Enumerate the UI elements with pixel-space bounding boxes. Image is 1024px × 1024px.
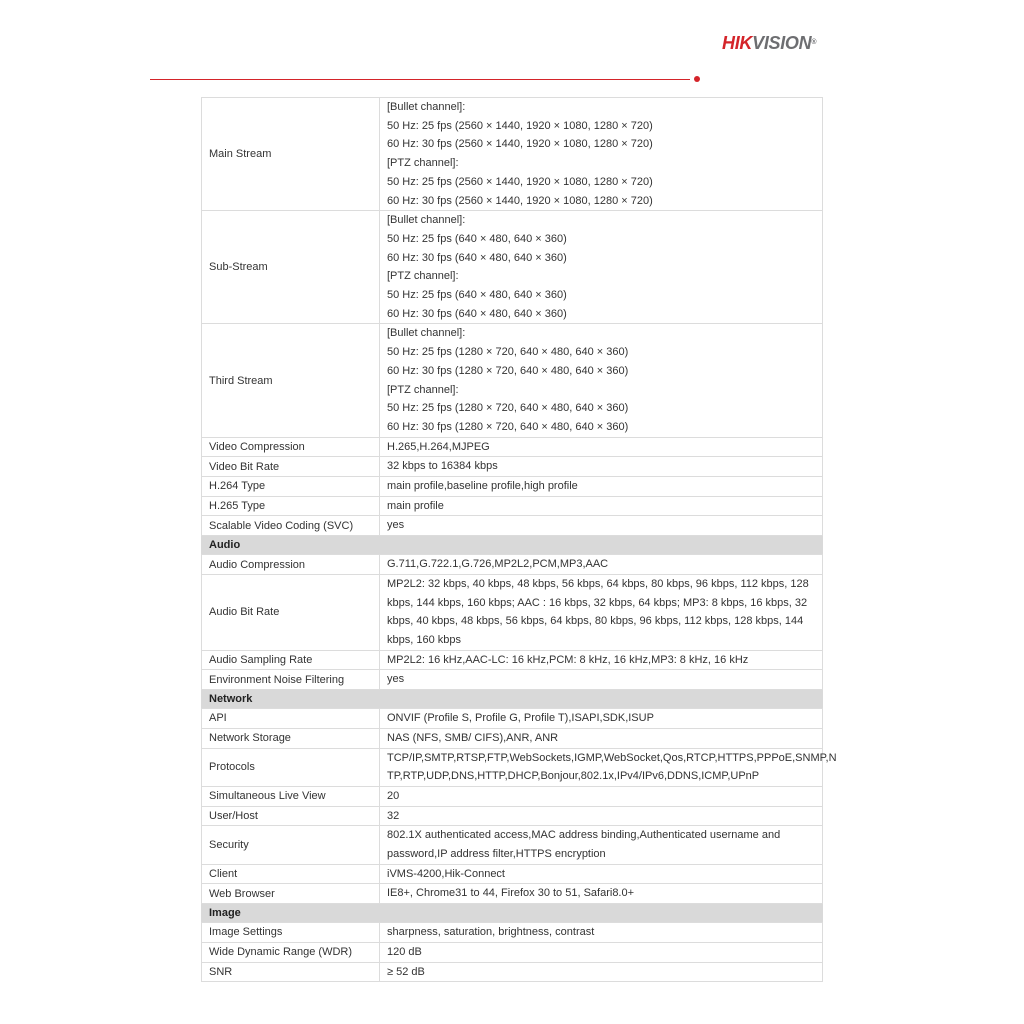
spec-value: 32 kbps to 16384 kbps [380,457,823,477]
section-header-image [202,904,823,923]
spec-row-svc [202,516,823,536]
spec-value [380,748,837,786]
spec-label: Web Browser [202,884,380,904]
spec-row-video-bit-rate [202,457,823,477]
header-rule-dot [694,76,700,82]
section-header-network [202,690,823,709]
spec-label: Video Compression [202,437,380,457]
spec-value: NAS (NFS, SMB/ CIFS),ANR, ANR [380,728,823,748]
spec-label: Audio Bit Rate [202,574,380,650]
spec-label: Environment Noise Filtering [202,670,380,690]
logo-vision: VISION [752,33,812,53]
spec-value-line: 60 Hz: 30 fps (640 × 480, 640 × 360) [387,251,567,264]
spec-value: yes [380,670,823,690]
spec-label: Network Storage [202,728,380,748]
spec-row-security [202,826,823,864]
spec-value [380,826,823,864]
spec-value-line: 60 Hz: 30 fps (2560 × 1440, 1920 × 1080, 1280 × 720) [387,138,653,151]
spec-value-line: 50 Hz: 25 fps (640 × 480, 640 × 360) [387,232,567,245]
spec-row-snr [202,962,823,982]
spec-row-wdr [202,942,823,962]
spec-label: Wide Dynamic Range (WDR) [202,942,380,962]
spec-value-line: [PTZ channel]: [387,157,459,170]
spec-row-video-compression [202,437,823,457]
spec-value-line: kbps, 40 kbps, 48 kbps, 56 kbps, 64 kbps, 80 kbps, 96 kbps, 112 kbps, 128 kbps, 144 [387,615,804,628]
spec-row-audio-compression [202,555,823,575]
spec-value: 32 [380,806,823,826]
spec-label: Client [202,864,380,884]
spec-row-user-host [202,806,823,826]
spec-row-h265-type [202,496,823,516]
spec-value-line: 50 Hz: 25 fps (2560 × 1440, 1920 × 1080, 1280 × 720) [387,119,653,132]
spec-row-network-storage [202,728,823,748]
spec-row-client [202,864,823,884]
spec-value: yes [380,516,823,536]
spec-row-api [202,709,823,729]
spec-value-line: [PTZ channel]: [387,270,459,283]
spec-row-audio-sampling-rate [202,650,823,670]
spec-value [380,324,823,437]
spec-label: API [202,709,380,729]
spec-label: Security [202,826,380,864]
spec-value-line: kbps, 144 kbps, 160 kbps; AAC : 16 kbps, 32 kbps, 64 kbps; MP3: 8 kbps, 16 kbps, 32 [387,596,808,609]
spec-value-line: 50 Hz: 25 fps (640 × 480, 640 × 360) [387,289,567,302]
spec-value-line: password,IP address filter,HTTPS encryption [387,848,606,861]
spec-value-line: [PTZ channel]: [387,383,459,396]
spec-value-line: TP,RTP,UDP,DNS,HTTP,DHCP,Bonjour,802.1x,IPv4/IPv6,DDNS,ICMP,UPnP [387,770,760,783]
spec-row-protocols [202,748,823,786]
logo-registered-mark: ® [811,39,817,46]
spec-label: H.265 Type [202,496,380,516]
spec-value-line: 50 Hz: 25 fps (1280 × 720, 640 × 480, 640 × 360) [387,346,629,359]
hikvision-logo [722,33,816,53]
spec-row-web-browser [202,884,823,904]
spec-value-line: 50 Hz: 25 fps (2560 × 1440, 1920 × 1080, 1280 × 720) [387,175,653,188]
spec-value: main profile [380,496,823,516]
spec-label: Simultaneous Live View [202,786,380,806]
spec-value: sharpness, saturation, brightness, contrast [380,923,823,943]
spec-label: Main Stream [202,98,380,211]
spec-value-line: kbps, 160 kbps [387,633,461,646]
spec-row-image-settings [202,923,823,943]
spec-value: IE8+, Chrome31 to 44, Firefox 30 to 51, Safari8.0+ [380,884,823,904]
section-title: Audio [202,536,823,555]
spec-value-line: 60 Hz: 30 fps (1280 × 720, 640 × 480, 640 × 360) [387,364,629,377]
spec-value [380,211,823,324]
spec-value-line: MP2L2: 32 kbps, 40 kbps, 48 kbps, 56 kbps, 64 kbps, 80 kbps, 96 kbps, 112 kbps, 128 [387,577,809,590]
spec-value: iVMS-4200,Hik-Connect [380,864,823,884]
spec-value [380,574,823,650]
spec-value-line: 802.1X authenticated access,MAC address binding,Authenticated username and [387,829,781,842]
spec-row-main-stream [202,98,823,211]
spec-value: ≥ 52 dB [380,962,823,982]
spec-row-noise-filtering [202,670,823,690]
spec-value-line: [Bullet channel]: [387,214,466,227]
spec-value: 120 dB [380,942,823,962]
spec-label: User/Host [202,806,380,826]
spec-label: H.264 Type [202,477,380,497]
spec-label: Third Stream [202,324,380,437]
spec-label: Video Bit Rate [202,457,380,477]
spec-value: MP2L2: 16 kHz,AAC-LC: 16 kHz,PCM: 8 kHz, 16 kHz,MP3: 8 kHz, 16 kHz [380,650,823,670]
section-header-audio [202,536,823,555]
spec-label: Audio Compression [202,555,380,575]
spec-value-line: [Bullet channel]: [387,101,466,113]
spec-value-line: 60 Hz: 30 fps (1280 × 720, 640 × 480, 640 × 360) [387,420,629,433]
spec-value: G.711,G.722.1,G.726,MP2L2,PCM,MP3,AAC [380,555,823,575]
spec-row-audio-bit-rate [202,574,823,650]
spec-table [201,97,837,982]
spec-label: Scalable Video Coding (SVC) [202,516,380,536]
spec-value-line: 50 Hz: 25 fps (1280 × 720, 640 × 480, 640 × 360) [387,402,629,415]
section-title: Network [202,690,823,709]
spec-value-line: TCP/IP,SMTP,RTSP,FTP,WebSockets,IGMP,WebSocket,Qos,RTCP,HTTPS,PPPoE,SNMP,N [387,751,837,764]
header-rule [150,79,690,80]
spec-value-line: 60 Hz: 30 fps (2560 × 1440, 1920 × 1080, 1280 × 720) [387,194,653,207]
spec-row-h264-type [202,477,823,497]
spec-value: 20 [380,786,823,806]
spec-value-line: 60 Hz: 30 fps (640 × 480, 640 × 360) [387,307,567,320]
spec-row-third-stream [202,324,823,437]
spec-value: H.265,H.264,MJPEG [380,437,823,457]
spec-label: Sub-Stream [202,211,380,324]
spec-value: main profile,baseline profile,high profile [380,477,823,497]
spec-row-live-view [202,786,823,806]
spec-label: Image Settings [202,923,380,943]
spec-value: ONVIF (Profile S, Profile G, Profile T),ISAPI,SDK,ISUP [380,709,823,729]
spec-label: SNR [202,962,380,982]
section-title: Image [202,904,823,923]
spec-label: Audio Sampling Rate [202,650,380,670]
spec-row-sub-stream [202,211,823,324]
spec-label: Protocols [202,748,380,786]
spec-value [380,98,823,211]
spec-value-line: [Bullet channel]: [387,327,466,340]
logo-hik: HIK [722,33,753,53]
